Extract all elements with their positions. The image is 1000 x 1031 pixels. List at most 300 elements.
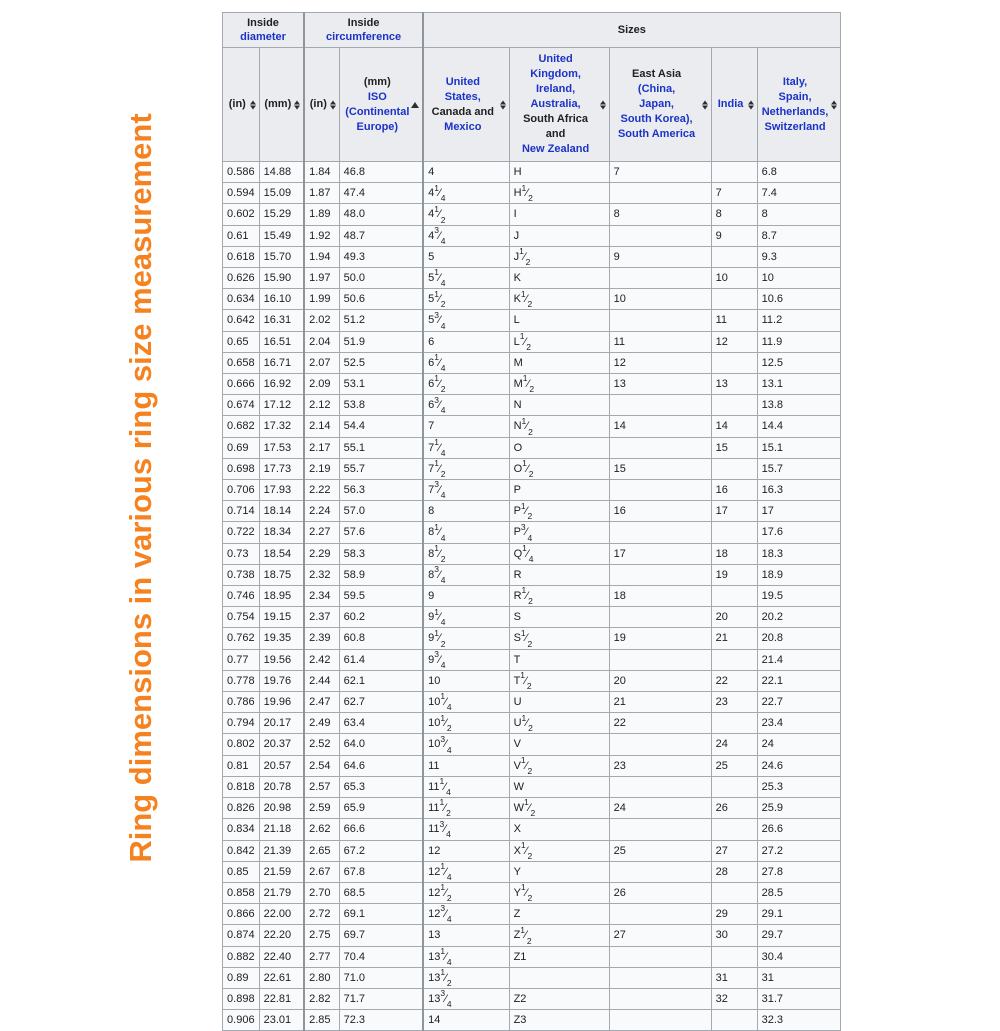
cell-us-canada-mexico: 12 bbox=[423, 840, 509, 861]
cell-east-asia bbox=[609, 183, 711, 204]
cell-italy-spain: 20.2 bbox=[757, 607, 840, 628]
header-text: South Africa and bbox=[523, 113, 589, 140]
cell-east-asia: 21 bbox=[609, 692, 711, 713]
cell-circumference-mm-iso: 48.0 bbox=[339, 204, 423, 225]
cell-italy-spain: 19.5 bbox=[757, 586, 840, 607]
header-link[interactable]: Australia, bbox=[530, 98, 581, 110]
cell-us-canada-mexico: $6^1⁄_2$ bbox=[423, 374, 509, 395]
cell-circumference-in: 2.09 bbox=[304, 374, 339, 395]
cell-india: 14 bbox=[711, 416, 757, 437]
cell-india bbox=[711, 649, 757, 670]
table-row bbox=[223, 268, 841, 289]
cell-uk-ireland-australia: $H^1⁄_2$ bbox=[509, 183, 609, 204]
cell-italy-spain: 8 bbox=[757, 204, 840, 225]
table-row bbox=[223, 183, 841, 204]
fraction: $^1⁄_4$ bbox=[440, 691, 452, 713]
cell-diameter-mm: 19.96 bbox=[259, 692, 304, 713]
header-line bbox=[761, 120, 830, 135]
header-link[interactable]: ISO bbox=[367, 90, 387, 103]
cell-italy-spain: 16.3 bbox=[757, 480, 840, 501]
cell-circumference-in: 2.12 bbox=[304, 395, 339, 416]
cell-us-canada-mexico: $9^1⁄_2$ bbox=[423, 628, 509, 649]
header-link[interactable]: Ireland, bbox=[536, 83, 576, 95]
cell-us-canada-mexico: $7^3⁄_4$ bbox=[423, 480, 509, 501]
cell-circumference-mm-iso: 55.7 bbox=[339, 458, 423, 479]
cell-east-asia: 8 bbox=[609, 204, 711, 225]
fraction: $^1⁄_2$ bbox=[434, 458, 446, 480]
header-link[interactable]: Switzerland bbox=[764, 120, 826, 133]
column-header-italy-spain[interactable] bbox=[757, 48, 840, 162]
cell-uk-ireland-australia: H bbox=[509, 162, 609, 183]
fraction: $^1⁄_2$ bbox=[520, 500, 533, 522]
fraction: $^1⁄_4$ bbox=[440, 861, 452, 882]
cell-circumference-mm-iso: 60.8 bbox=[339, 628, 423, 649]
cell-uk-ireland-australia: $U^1⁄_2$ bbox=[509, 713, 609, 734]
cell-circumference-in: 2.47 bbox=[304, 692, 339, 713]
cell-east-asia bbox=[609, 480, 711, 501]
cell-uk-ireland-australia: $S^1⁄_2$ bbox=[509, 628, 609, 649]
cell-diameter-mm: 19.35 bbox=[259, 628, 304, 649]
cell-circumference-in: 2.07 bbox=[304, 352, 339, 373]
cell-diameter-mm: 22.20 bbox=[259, 925, 304, 946]
cell-uk-ireland-australia: $P^3⁄_4$ bbox=[509, 522, 609, 543]
cell-us-canada-mexico: $11^3⁄_4$ bbox=[423, 819, 509, 840]
cell-circumference-in: 2.77 bbox=[304, 946, 339, 967]
header-line bbox=[613, 112, 701, 127]
group-header bbox=[304, 13, 423, 48]
cell-italy-spain: 6.8 bbox=[757, 162, 840, 183]
column-header-circumference-in[interactable] bbox=[304, 48, 339, 162]
cell-us-canada-mexico: $4^1⁄_4$ bbox=[423, 183, 509, 204]
ring-size-table-container bbox=[222, 12, 841, 1031]
cell-uk-ireland-australia: $L^1⁄_2$ bbox=[509, 331, 609, 352]
cell-uk-ireland-australia: T bbox=[509, 649, 609, 670]
table-row bbox=[223, 649, 841, 670]
fraction: $^3⁄_4$ bbox=[440, 733, 452, 755]
cell-circumference-mm-iso: 50.6 bbox=[339, 289, 423, 310]
cell-uk-ireland-australia bbox=[509, 967, 609, 988]
table-row bbox=[223, 861, 841, 882]
cell-italy-spain: 15.1 bbox=[757, 437, 840, 458]
header-link[interactable]: Europe) bbox=[356, 120, 399, 133]
cell-east-asia bbox=[609, 225, 711, 246]
cell-diameter-in: 0.61 bbox=[223, 225, 260, 246]
header-line bbox=[613, 97, 701, 112]
table-row bbox=[223, 564, 841, 585]
cell-uk-ireland-australia: P bbox=[509, 480, 609, 501]
cell-circumference-in: 2.65 bbox=[304, 840, 339, 861]
cell-italy-spain: 25.9 bbox=[757, 798, 840, 819]
header-text: (in) bbox=[309, 98, 327, 110]
cell-diameter-mm: 22.81 bbox=[259, 988, 304, 1009]
cell-italy-spain: 23.4 bbox=[757, 713, 840, 734]
cell-circumference-mm-iso: 57.0 bbox=[339, 501, 423, 522]
cell-east-asia bbox=[609, 776, 711, 797]
cell-italy-spain: 11.2 bbox=[757, 310, 840, 331]
cell-east-asia bbox=[609, 1010, 711, 1031]
cell-diameter-in: 0.866 bbox=[223, 904, 260, 925]
cell-diameter-mm: 21.18 bbox=[259, 819, 304, 840]
fraction: $^1⁄_4$ bbox=[434, 437, 446, 458]
cell-uk-ireland-australia: $O^1⁄_2$ bbox=[509, 458, 609, 479]
header-link[interactable]: South America bbox=[617, 128, 696, 140]
fraction: $^1⁄_4$ bbox=[439, 776, 451, 798]
cell-diameter-in: 0.618 bbox=[223, 246, 260, 267]
cell-india bbox=[711, 819, 757, 840]
cell-circumference-in: 2.85 bbox=[304, 1010, 339, 1031]
header-line bbox=[343, 120, 413, 135]
cell-india: 23 bbox=[711, 692, 757, 713]
cell-italy-spain: 27.8 bbox=[757, 861, 840, 882]
table-row bbox=[223, 713, 841, 734]
cell-us-canada-mexico: $8^1⁄_2$ bbox=[423, 543, 509, 564]
cell-uk-ireland-australia: $J^1⁄_2$ bbox=[509, 246, 609, 267]
fraction: $^1⁄_4$ bbox=[522, 543, 534, 564]
cell-us-canada-mexico: $9^3⁄_4$ bbox=[423, 649, 509, 670]
cell-circumference-mm-iso: 64.6 bbox=[339, 755, 423, 776]
fraction: $^1⁄_2$ bbox=[440, 882, 452, 904]
cell-india: 17 bbox=[711, 501, 757, 522]
sort-icon bbox=[831, 100, 837, 109]
cell-india bbox=[711, 1010, 757, 1031]
cell-east-asia bbox=[609, 967, 711, 988]
header-link[interactable]: South Korea), bbox=[620, 113, 693, 125]
cell-diameter-in: 0.73 bbox=[223, 543, 260, 564]
column-header-circumference-mm-iso[interactable] bbox=[339, 48, 423, 162]
cell-circumference-mm-iso: 59.5 bbox=[339, 586, 423, 607]
header-text: Sizes bbox=[617, 24, 646, 36]
cell-italy-spain: 17.6 bbox=[757, 522, 840, 543]
fraction: $^1⁄_2$ bbox=[519, 246, 531, 267]
header-link[interactable]: New Zealand bbox=[521, 143, 590, 155]
header-line bbox=[343, 105, 413, 120]
cell-diameter-mm: 20.17 bbox=[259, 713, 304, 734]
header-text: Inside bbox=[247, 17, 279, 29]
cell-diameter-in: 0.674 bbox=[223, 395, 260, 416]
cell-east-asia: 16 bbox=[609, 501, 711, 522]
header-text: (in) bbox=[228, 98, 246, 110]
table-row bbox=[223, 692, 841, 713]
table-row bbox=[223, 458, 841, 479]
cell-italy-spain: 12.5 bbox=[757, 352, 840, 373]
cell-diameter-in: 0.906 bbox=[223, 1010, 260, 1031]
cell-india: 20 bbox=[711, 607, 757, 628]
cell-india bbox=[711, 586, 757, 607]
cell-italy-spain: 8.7 bbox=[757, 225, 840, 246]
cell-india bbox=[711, 352, 757, 373]
cell-us-canada-mexico: 10 bbox=[423, 670, 509, 691]
cell-diameter-mm: 22.61 bbox=[259, 967, 304, 988]
table-row bbox=[223, 882, 841, 903]
cell-uk-ireland-australia: $Q^1⁄_4$ bbox=[509, 543, 609, 564]
cell-us-canada-mexico: $11^1⁄_4$ bbox=[423, 776, 509, 797]
cell-italy-spain: 13.1 bbox=[757, 374, 840, 395]
cell-east-asia bbox=[609, 437, 711, 458]
cell-diameter-in: 0.826 bbox=[223, 798, 260, 819]
cell-circumference-mm-iso: 54.4 bbox=[339, 416, 423, 437]
cell-circumference-in: 2.04 bbox=[304, 331, 339, 352]
fraction: $^1⁄_2$ bbox=[434, 373, 446, 395]
cell-italy-spain: 22.1 bbox=[757, 670, 840, 691]
cell-italy-spain: 20.8 bbox=[757, 628, 840, 649]
cell-uk-ireland-australia: R bbox=[509, 564, 609, 585]
sort-icon bbox=[330, 100, 336, 109]
cell-east-asia: 15 bbox=[609, 458, 711, 479]
cell-circumference-in: 2.75 bbox=[304, 925, 339, 946]
column-header-diameter-in[interactable] bbox=[223, 48, 260, 162]
cell-uk-ireland-australia: $R^1⁄_2$ bbox=[509, 586, 609, 607]
header-link[interactable]: Mexico bbox=[444, 120, 482, 133]
fraction: $^1⁄_2$ bbox=[522, 373, 535, 395]
cell-diameter-in: 0.586 bbox=[223, 162, 260, 183]
cell-italy-spain: 24.6 bbox=[757, 755, 840, 776]
cell-circumference-mm-iso: 66.6 bbox=[339, 819, 423, 840]
header-line bbox=[613, 127, 701, 142]
cell-diameter-in: 0.858 bbox=[223, 882, 260, 903]
fraction: $^1⁄_2$ bbox=[521, 415, 533, 437]
header-text: Canada and bbox=[431, 105, 494, 118]
cell-diameter-in: 0.762 bbox=[223, 628, 260, 649]
cell-circumference-mm-iso: 72.3 bbox=[339, 1010, 423, 1031]
cell-us-canada-mexico: 13 bbox=[423, 925, 509, 946]
cell-circumference-in: 2.39 bbox=[304, 628, 339, 649]
cell-diameter-mm: 17.32 bbox=[259, 416, 304, 437]
cell-diameter-mm: 15.49 bbox=[259, 225, 304, 246]
table-row bbox=[223, 734, 841, 755]
header-link[interactable]: diameter bbox=[240, 31, 286, 43]
table-row bbox=[223, 501, 841, 522]
cell-east-asia: 10 bbox=[609, 289, 711, 310]
cell-uk-ireland-australia: U bbox=[509, 692, 609, 713]
header-line bbox=[226, 97, 249, 112]
cell-us-canada-mexico: $11^1⁄_2$ bbox=[423, 798, 509, 819]
cell-diameter-in: 0.89 bbox=[223, 967, 260, 988]
cell-us-canada-mexico: $7^1⁄_4$ bbox=[423, 437, 509, 458]
header-line bbox=[343, 75, 413, 90]
table-row bbox=[223, 246, 841, 267]
cell-us-canada-mexico: $13^3⁄_4$ bbox=[423, 988, 509, 1009]
cell-diameter-in: 0.818 bbox=[223, 776, 260, 797]
sort-ascending-icon bbox=[411, 102, 419, 108]
header-line bbox=[761, 105, 830, 120]
cell-circumference-in: 1.92 bbox=[304, 225, 339, 246]
column-header-us-canada-mexico[interactable] bbox=[423, 48, 509, 162]
fraction: $^3⁄_4$ bbox=[440, 903, 452, 925]
cell-east-asia: 24 bbox=[609, 798, 711, 819]
cell-circumference-mm-iso: 46.8 bbox=[339, 162, 423, 183]
cell-east-asia bbox=[609, 649, 711, 670]
fraction: $^3⁄_4$ bbox=[434, 309, 446, 331]
header-link[interactable]: India bbox=[717, 98, 744, 110]
fraction: $^3⁄_4$ bbox=[434, 649, 446, 670]
cell-diameter-in: 0.77 bbox=[223, 649, 260, 670]
cell-india bbox=[711, 713, 757, 734]
cell-india: 13 bbox=[711, 374, 757, 395]
fraction: $^1⁄_2$ bbox=[520, 288, 533, 310]
header-link[interactable]: (Continental bbox=[345, 105, 410, 118]
cell-circumference-mm-iso: 52.5 bbox=[339, 352, 423, 373]
cell-circumference-in: 2.67 bbox=[304, 861, 339, 882]
cell-diameter-in: 0.738 bbox=[223, 564, 260, 585]
cell-circumference-mm-iso: 56.3 bbox=[339, 480, 423, 501]
cell-us-canada-mexico: $10^1⁄_4$ bbox=[423, 692, 509, 713]
cell-italy-spain: 21.4 bbox=[757, 649, 840, 670]
cell-india: 18 bbox=[711, 543, 757, 564]
cell-uk-ireland-australia: S bbox=[509, 607, 609, 628]
table-row bbox=[223, 628, 841, 649]
cell-east-asia: 7 bbox=[609, 162, 711, 183]
header-line bbox=[343, 90, 413, 105]
table-row bbox=[223, 776, 841, 797]
cell-uk-ireland-australia: $P^1⁄_2$ bbox=[509, 501, 609, 522]
cell-india: 22 bbox=[711, 670, 757, 691]
column-header-diameter-mm[interactable] bbox=[259, 48, 304, 162]
header-line bbox=[715, 97, 747, 112]
header-text: East Asia bbox=[632, 68, 682, 80]
cell-italy-spain: 13.8 bbox=[757, 395, 840, 416]
cell-uk-ireland-australia: $W^1⁄_2$ bbox=[509, 798, 609, 819]
cell-us-canada-mexico: $6^1⁄_4$ bbox=[423, 352, 509, 373]
header-line bbox=[513, 52, 599, 82]
header-link[interactable]: (China, bbox=[637, 83, 676, 95]
header-line bbox=[513, 112, 599, 142]
fraction: $^3⁄_4$ bbox=[434, 225, 446, 246]
cell-diameter-mm: 18.54 bbox=[259, 543, 304, 564]
fraction: $^1⁄_2$ bbox=[520, 840, 533, 861]
column-header-india[interactable] bbox=[711, 48, 757, 162]
fraction: $^1⁄_2$ bbox=[520, 670, 532, 692]
cell-india bbox=[711, 776, 757, 797]
cell-circumference-in: 2.49 bbox=[304, 713, 339, 734]
cell-us-canada-mexico: $4^1⁄_2$ bbox=[423, 204, 509, 225]
cell-diameter-mm: 21.39 bbox=[259, 840, 304, 861]
cell-east-asia: 26 bbox=[609, 882, 711, 903]
header-line bbox=[427, 105, 499, 120]
header-link[interactable]: Netherlands, bbox=[761, 105, 829, 118]
cell-diameter-mm: 21.79 bbox=[259, 882, 304, 903]
cell-circumference-in: 2.54 bbox=[304, 755, 339, 776]
cell-us-canada-mexico: 6 bbox=[423, 331, 509, 352]
cell-uk-ireland-australia: Z1 bbox=[509, 946, 609, 967]
cell-diameter-mm: 15.90 bbox=[259, 268, 304, 289]
cell-diameter-mm: 14.88 bbox=[259, 162, 304, 183]
cell-india bbox=[711, 882, 757, 903]
cell-circumference-mm-iso: 67.8 bbox=[339, 861, 423, 882]
column-header-east-asia[interactable] bbox=[609, 48, 711, 162]
cell-diameter-mm: 19.15 bbox=[259, 607, 304, 628]
cell-us-canada-mexico: $13^1⁄_4$ bbox=[423, 946, 509, 967]
column-header-uk-ireland-australia[interactable] bbox=[509, 48, 609, 162]
header-link[interactable]: United Kingdom, bbox=[530, 53, 581, 80]
table-row bbox=[223, 840, 841, 861]
fraction: $^1⁄_2$ bbox=[434, 543, 446, 564]
fraction: $^1⁄_2$ bbox=[434, 203, 446, 225]
cell-diameter-in: 0.842 bbox=[223, 840, 260, 861]
sort-icon bbox=[702, 100, 708, 109]
cell-india: 31 bbox=[711, 967, 757, 988]
cell-us-canada-mexico: $4^3⁄_4$ bbox=[423, 225, 509, 246]
cell-east-asia: 22 bbox=[609, 713, 711, 734]
cell-circumference-mm-iso: 71.0 bbox=[339, 967, 423, 988]
fraction: $^1⁄_2$ bbox=[434, 627, 446, 649]
header-line bbox=[263, 97, 294, 112]
fraction: $^1⁄_2$ bbox=[520, 924, 532, 946]
cell-italy-spain: 29.1 bbox=[757, 904, 840, 925]
cell-diameter-in: 0.85 bbox=[223, 861, 260, 882]
table-header bbox=[223, 13, 841, 162]
table-row bbox=[223, 670, 841, 691]
cell-diameter-mm: 16.71 bbox=[259, 352, 304, 373]
cell-east-asia: 14 bbox=[609, 416, 711, 437]
header-link[interactable]: Spain, bbox=[778, 90, 812, 103]
cell-circumference-mm-iso: 51.2 bbox=[339, 310, 423, 331]
table-row bbox=[223, 798, 841, 819]
sort-icon bbox=[748, 100, 754, 109]
cell-italy-spain: 31.7 bbox=[757, 988, 840, 1009]
cell-italy-spain: 18.9 bbox=[757, 564, 840, 585]
cell-circumference-mm-iso: 61.4 bbox=[339, 649, 423, 670]
header-link[interactable]: Japan, bbox=[639, 98, 674, 110]
header-link[interactable]: Italy, bbox=[782, 75, 808, 88]
cell-diameter-in: 0.714 bbox=[223, 501, 260, 522]
cell-circumference-mm-iso: 55.1 bbox=[339, 437, 423, 458]
cell-india: 11 bbox=[711, 310, 757, 331]
cell-diameter-mm: 23.01 bbox=[259, 1010, 304, 1031]
cell-india: 9 bbox=[711, 225, 757, 246]
cell-circumference-mm-iso: 50.0 bbox=[339, 268, 423, 289]
cell-circumference-mm-iso: 62.7 bbox=[339, 692, 423, 713]
header-link[interactable]: circumference bbox=[325, 31, 402, 43]
table-row bbox=[223, 225, 841, 246]
header-text: (mm) bbox=[264, 98, 292, 110]
cell-circumference-mm-iso: 68.5 bbox=[339, 882, 423, 903]
cell-circumference-in: 2.59 bbox=[304, 798, 339, 819]
cell-circumference-in: 1.99 bbox=[304, 289, 339, 310]
cell-diameter-mm: 21.59 bbox=[259, 861, 304, 882]
fraction: $^1⁄_2$ bbox=[434, 288, 446, 310]
cell-uk-ireland-australia: V bbox=[509, 734, 609, 755]
cell-circumference-in: 2.37 bbox=[304, 607, 339, 628]
fraction: $^1⁄_2$ bbox=[439, 797, 451, 819]
cell-diameter-mm: 15.70 bbox=[259, 246, 304, 267]
cell-diameter-mm: 20.98 bbox=[259, 798, 304, 819]
cell-italy-spain: 31 bbox=[757, 967, 840, 988]
table-row bbox=[223, 543, 841, 564]
cell-uk-ireland-australia: Z2 bbox=[509, 988, 609, 1009]
cell-italy-spain: 18.3 bbox=[757, 543, 840, 564]
group-header bbox=[423, 13, 840, 48]
table-row bbox=[223, 310, 841, 331]
cell-us-canada-mexico: $7^1⁄_2$ bbox=[423, 458, 509, 479]
cell-circumference-mm-iso: 63.4 bbox=[339, 713, 423, 734]
cell-circumference-in: 2.17 bbox=[304, 437, 339, 458]
header-line bbox=[427, 75, 499, 105]
cell-diameter-in: 0.682 bbox=[223, 416, 260, 437]
cell-east-asia: 12 bbox=[609, 352, 711, 373]
cell-circumference-in: 2.02 bbox=[304, 310, 339, 331]
cell-uk-ireland-australia: $M^1⁄_2$ bbox=[509, 374, 609, 395]
cell-circumference-in: 2.82 bbox=[304, 988, 339, 1009]
cell-east-asia bbox=[609, 734, 711, 755]
cell-diameter-mm: 16.51 bbox=[259, 331, 304, 352]
cell-circumference-in: 2.22 bbox=[304, 480, 339, 501]
table-row bbox=[223, 925, 841, 946]
cell-diameter-in: 0.834 bbox=[223, 819, 260, 840]
cell-uk-ireland-australia: $T^1⁄_2$ bbox=[509, 670, 609, 691]
cell-circumference-mm-iso: 53.1 bbox=[339, 374, 423, 395]
cell-uk-ireland-australia: $Z^1⁄_2$ bbox=[509, 925, 609, 946]
header-link[interactable]: United States, bbox=[444, 75, 481, 103]
